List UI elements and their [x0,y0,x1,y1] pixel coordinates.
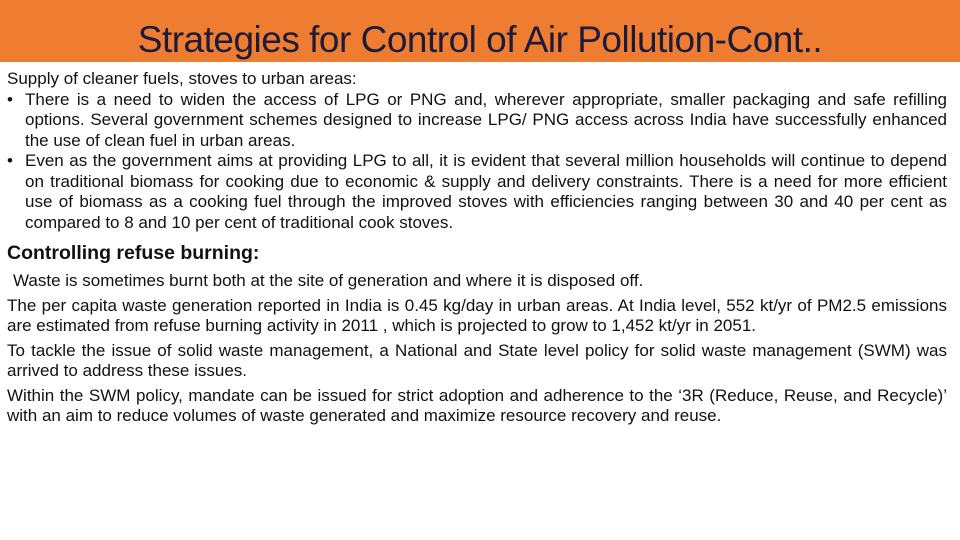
bullet-dot: • [7,89,13,109]
section2-paragraph: The per capita waste generation reported in India is 0.45 kg/day in urban areas. At India level, 552 kt/yr of PM2.5 emissions are estimated from refuse burning activity in 2011 , which is projected to grow to 1,452 kt/yr in 2051. [7,295,947,335]
bullet-text: There is a need to widen the access of LPG or PNG and, wherever appropriate, smaller packaging and safe refilling options. Several government schemes designed to increase LPG/ PNG access across India have successfully enhanced the use of clean fuel in urban areas. [25,89,947,150]
bullet-item [7,151,947,233]
bullet-item [7,90,947,152]
bullet-text: Even as the government aims at providing LPG to all, it is evident that several million households will continue to depend on traditional biomass for cooking due to economic & supply and delivery constraints. There is a need for more efficient use of biomass as a cooking fuel through the improved stoves with efficiencies ranging between 30 and 40 per cent as compared to 8 and 10 per cent of traditional cook stoves. [25,151,947,232]
section2-heading: Controlling refuse burning: [7,242,260,264]
section2-paragraph: Waste is sometimes burnt both at the site of generation and where it is disposed off. [13,271,644,290]
slide-title: Strategies for Control of Air Pollution-Cont.. [137,19,823,60]
slide-content [7,69,947,427]
section2-paragraph: To tackle the issue of solid waste management, a National and State level policy for solid waste management (SWM) was arrived to address these issues. [7,340,947,380]
section1-intro: Supply of cleaner fuels, stoves to urban areas: [7,69,357,88]
section2-paragraph: Within the SWM policy, mandate can be issued for strict adoption and adherence to the ‘3R (Reduce, Reuse, and Recycle)’ with an aim to reduce volumes of waste generated and maximize resource recovery and reuse. [7,385,947,425]
section1-bullet-list [7,90,947,234]
title-bar [0,0,960,62]
bullet-dot: • [7,151,13,170]
